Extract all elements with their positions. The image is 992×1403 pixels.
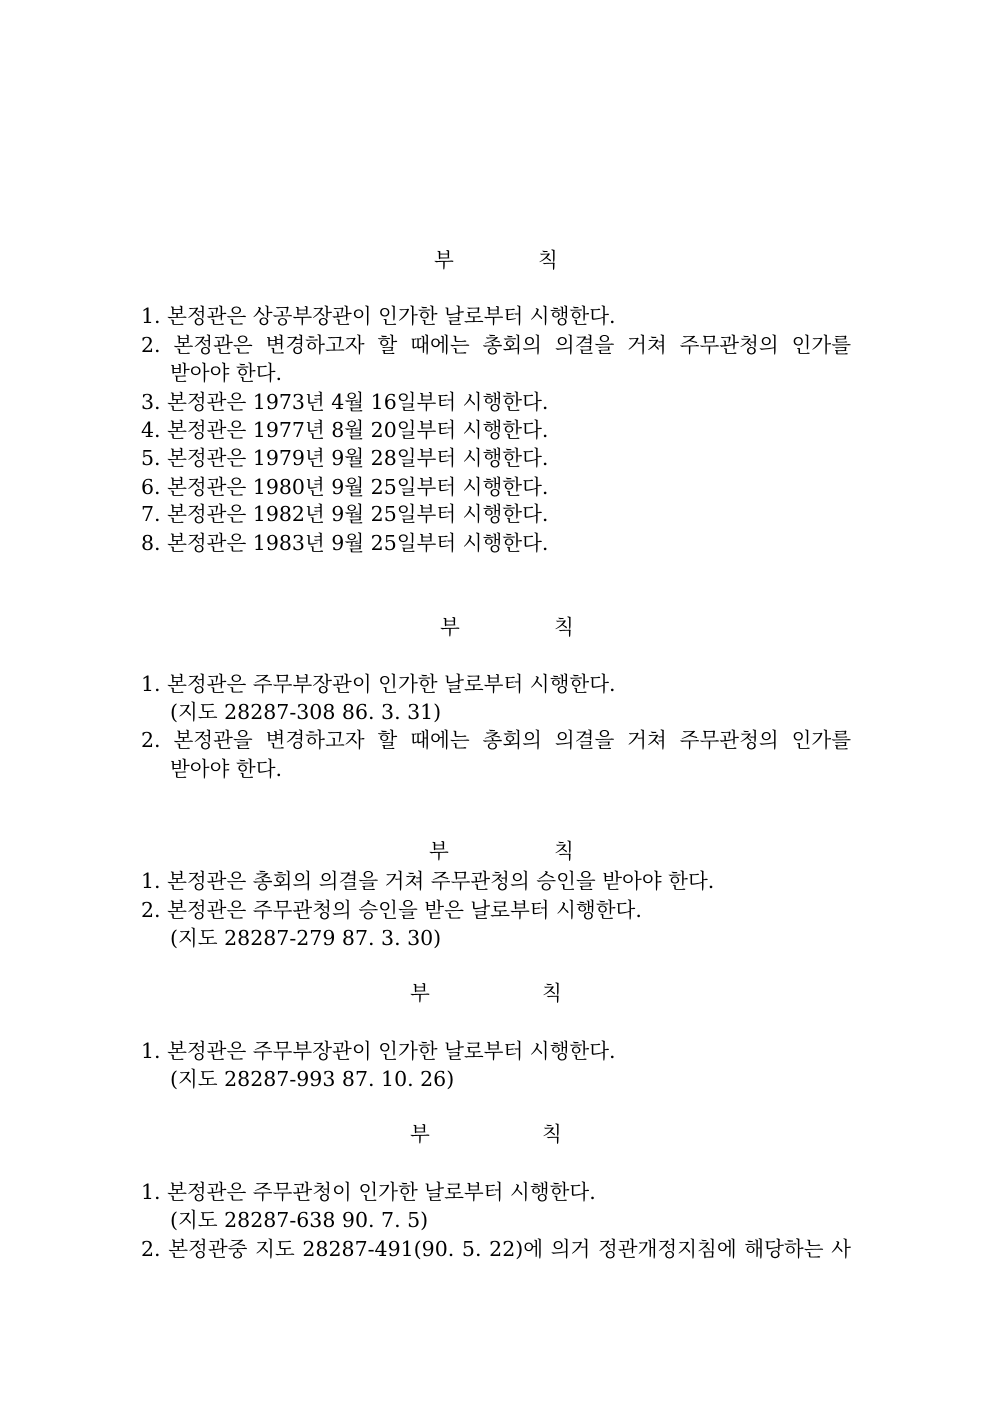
list-item-continuation: (지도 28287-308 86. 3. 31) (170, 700, 442, 724)
list-item: 7. 본정관은 1982년 9월 25일부터 시행한다. (141, 502, 549, 526)
list-item-continuation: 받아야 한다. (170, 361, 283, 385)
list-item-continuation: (지도 28287-993 87. 10. 26) (170, 1067, 455, 1091)
heading-char: 부 (410, 1122, 430, 1146)
list-item: 1. 본정관은 상공부장관이 인가한 날로부터 시행한다. (141, 304, 616, 328)
heading-char: 칙 (542, 981, 562, 1005)
list-item: 1. 본정관은 주무부장관이 인가한 날로부터 시행한다. (141, 1039, 616, 1063)
heading-char: 부 (410, 981, 430, 1005)
list-item-continuation: 받아야 한다. (170, 757, 283, 781)
list-item: 1. 본정관은 주무부장관이 인가한 날로부터 시행한다. (141, 672, 616, 696)
list-item-continuation: (지도 28287-279 87. 3. 30) (170, 926, 442, 950)
heading-char: 부 (434, 248, 454, 272)
list-item: 2. 본정관중 지도 28287-491(90. 5. 22)에 의거 정관개정지침에 해당하는 사 (141, 1237, 851, 1261)
heading-char: 칙 (542, 1122, 562, 1146)
list-item: 5. 본정관은 1979년 9월 28일부터 시행한다. (141, 446, 549, 470)
list-item: 4. 본정관은 1977년 8월 20일부터 시행한다. (141, 418, 549, 442)
heading-char: 부 (440, 615, 460, 639)
heading-char: 부 (429, 839, 449, 863)
list-item: 6. 본정관은 1980년 9월 25일부터 시행한다. (141, 475, 549, 499)
list-item: 8. 본정관은 1983년 9월 25일부터 시행한다. (141, 531, 549, 555)
list-item: 1. 본정관은 총회의 의결을 거쳐 주무관청의 승인을 받아야 한다. (141, 869, 715, 893)
list-item: 2. 본정관은 변경하고자 할 때에는 총회의 의결을 거쳐 주무관청의 인가를 (141, 333, 851, 357)
heading-char: 칙 (554, 839, 574, 863)
heading-char: 칙 (538, 248, 558, 272)
heading-char: 칙 (554, 615, 574, 639)
list-item: 1. 본정관은 주무관청이 인가한 날로부터 시행한다. (141, 1180, 596, 1204)
list-item: 2. 본정관은 주무관청의 승인을 받은 날로부터 시행한다. (141, 898, 642, 922)
list-item: 3. 본정관은 1973년 4월 16일부터 시행한다. (141, 390, 549, 414)
list-item: 2. 본정관을 변경하고자 할 때에는 총회의 의결을 거쳐 주무관청의 인가를 (141, 728, 851, 752)
list-item-continuation: (지도 28287-638 90. 7. 5) (170, 1208, 429, 1232)
